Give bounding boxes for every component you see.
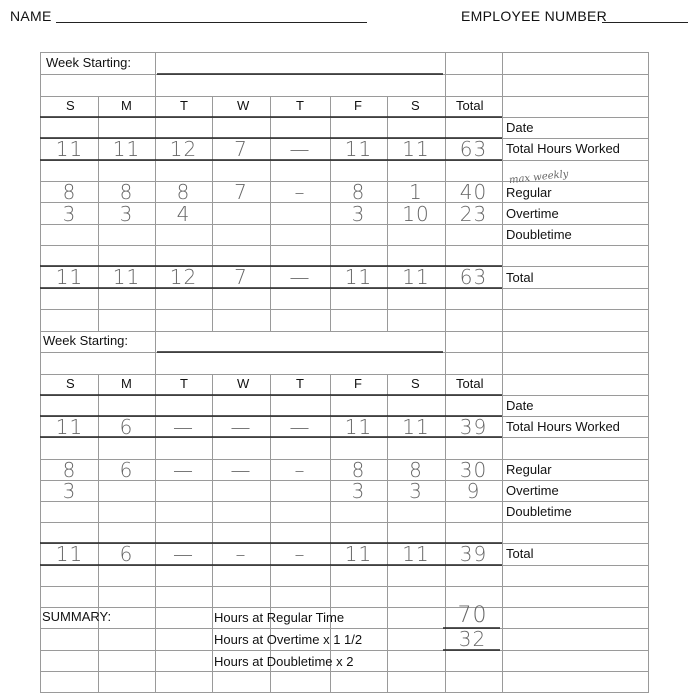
week1-regular-label: Regular [506, 185, 552, 200]
week1-day-mon: M [121, 98, 132, 113]
week2-date-label: Date [506, 398, 534, 413]
w1-regular-fri: 8 [351, 180, 366, 204]
summary-regular-label: Hours at Regular Time [214, 610, 345, 625]
week2-total-label: Total [506, 546, 534, 561]
w2-total-fri: 11 [344, 542, 373, 566]
w2-total-total: 39 [459, 542, 488, 566]
w1-regular-tue: 8 [176, 180, 191, 204]
w1-total-wed: 7 [234, 265, 248, 289]
w1-overtime-fri: 3 [351, 202, 366, 226]
summary-doubletime-label: Hours at Doubletime x 2 [214, 654, 354, 669]
week2-day-mon: M [121, 376, 132, 391]
week1-starting-label: Week Starting: [46, 55, 132, 70]
week1-date-label: Date [506, 120, 534, 135]
w2-total-tue: — [173, 542, 194, 566]
w2-total-hours-total: 39 [459, 415, 488, 439]
w2-regular-total: 30 [459, 458, 488, 482]
w1-total-sun: 11 [55, 265, 84, 289]
w1-total-hours-total: 63 [459, 137, 488, 161]
w1-overtime-total: 23 [459, 202, 488, 226]
summary-overtime-value: 32 [458, 627, 487, 651]
w1-total-hours-thu: — [289, 137, 311, 161]
week2-day-sun: S [66, 376, 75, 391]
w1-total-hours-wed: 7 [234, 137, 248, 161]
w1-total-hours-tue: 12 [169, 137, 198, 161]
w2-total-hours-tue: — [173, 415, 194, 439]
w1-total-fri: 11 [344, 265, 373, 289]
week1-total-label: Total [506, 270, 534, 285]
week2-day-thu: T [296, 376, 304, 391]
employee-number-label: EMPLOYEE NUMBER [461, 8, 608, 24]
w2-total-sat: 11 [402, 542, 430, 566]
w2-overtime-fri: 3 [351, 479, 366, 503]
week1-day-tue: T [180, 98, 188, 113]
week1-day-sat: S [411, 98, 420, 113]
summary-overtime-label: Hours at Overtime x 1 1/2 [214, 632, 363, 647]
w2-regular-sat: 8 [409, 458, 423, 482]
summary-regular-value: 70 [457, 603, 488, 628]
week2-regular-label: Regular [506, 462, 552, 477]
w2-regular-tue: — [173, 458, 194, 482]
week2-total-col: Total [456, 376, 484, 391]
w1-overtime-sat: 10 [402, 202, 430, 226]
w2-total-hours-wed: — [230, 415, 252, 439]
w1-total-mon: 11 [112, 265, 141, 289]
w1-total-sat: 11 [402, 265, 430, 289]
w2-overtime-total: 9 [466, 479, 481, 503]
w2-total-thu: – [294, 542, 306, 566]
w2-total-hours-fri: 11 [344, 415, 373, 439]
w2-regular-fri: 8 [351, 458, 366, 482]
week1-total-col: Total [456, 98, 484, 113]
w1-regular-total: 40 [459, 180, 488, 204]
w2-total-mon: 6 [119, 542, 134, 566]
week2-day-sat: S [411, 376, 420, 391]
w2-total-hours-sun: 11 [55, 415, 84, 439]
w1-regular-sat: 1 [409, 180, 423, 204]
week1-day-fri: F [354, 98, 362, 113]
w1-total-total: 63 [459, 265, 488, 289]
w2-total-hours-mon: 6 [119, 415, 134, 439]
w1-total-tue: 12 [169, 265, 198, 289]
week1-total-hours-label: Total Hours Worked [506, 141, 620, 156]
week1-day-wed: W [237, 98, 250, 113]
w2-regular-sun: 8 [62, 458, 77, 482]
week1-overtime-label: Overtime [506, 206, 559, 221]
w1-max-weekly-note: max weekly [508, 168, 569, 187]
w1-overtime-mon: 3 [119, 202, 134, 226]
week2-day-tue: T [180, 376, 188, 391]
week2-doubletime-label: Doubletime [506, 504, 572, 519]
w1-total-hours-sun: 11 [55, 137, 84, 161]
w2-regular-mon: 6 [119, 458, 134, 482]
summary-label: SUMMARY: [42, 609, 112, 624]
w1-regular-wed: 7 [234, 180, 248, 204]
w1-overtime-sun: 3 [62, 202, 77, 226]
w1-total-thu: — [289, 265, 311, 289]
w1-regular-sun: 8 [62, 180, 77, 204]
w2-regular-thu: – [294, 458, 306, 482]
w2-total-hours-sat: 11 [402, 415, 430, 439]
week1-doubletime-label: Doubletime [506, 227, 572, 242]
week1-day-sun: S [66, 98, 75, 113]
w2-total-sun: 11 [55, 542, 84, 566]
w1-total-hours-sat: 11 [402, 137, 430, 161]
week2-day-fri: F [354, 376, 362, 391]
w1-regular-mon: 8 [119, 180, 134, 204]
w1-overtime-tue: 4 [176, 202, 191, 226]
week2-starting-label: Week Starting: [43, 333, 129, 348]
week1-day-thu: T [296, 98, 304, 113]
w2-overtime-sat: 3 [409, 479, 423, 503]
week2-total-hours-label: Total Hours Worked [506, 419, 620, 434]
week2-day-wed: W [237, 376, 250, 391]
w1-regular-thu: – [294, 180, 306, 204]
w2-regular-wed: — [230, 458, 252, 482]
w2-total-hours-thu: — [289, 415, 311, 439]
w2-total-wed: – [235, 542, 247, 566]
week2-overtime-label: Overtime [506, 483, 559, 498]
w1-total-hours-fri: 11 [344, 137, 373, 161]
w2-overtime-sun: 3 [62, 479, 77, 503]
name-label: NAME [10, 8, 52, 24]
w1-total-hours-mon: 11 [112, 137, 141, 161]
